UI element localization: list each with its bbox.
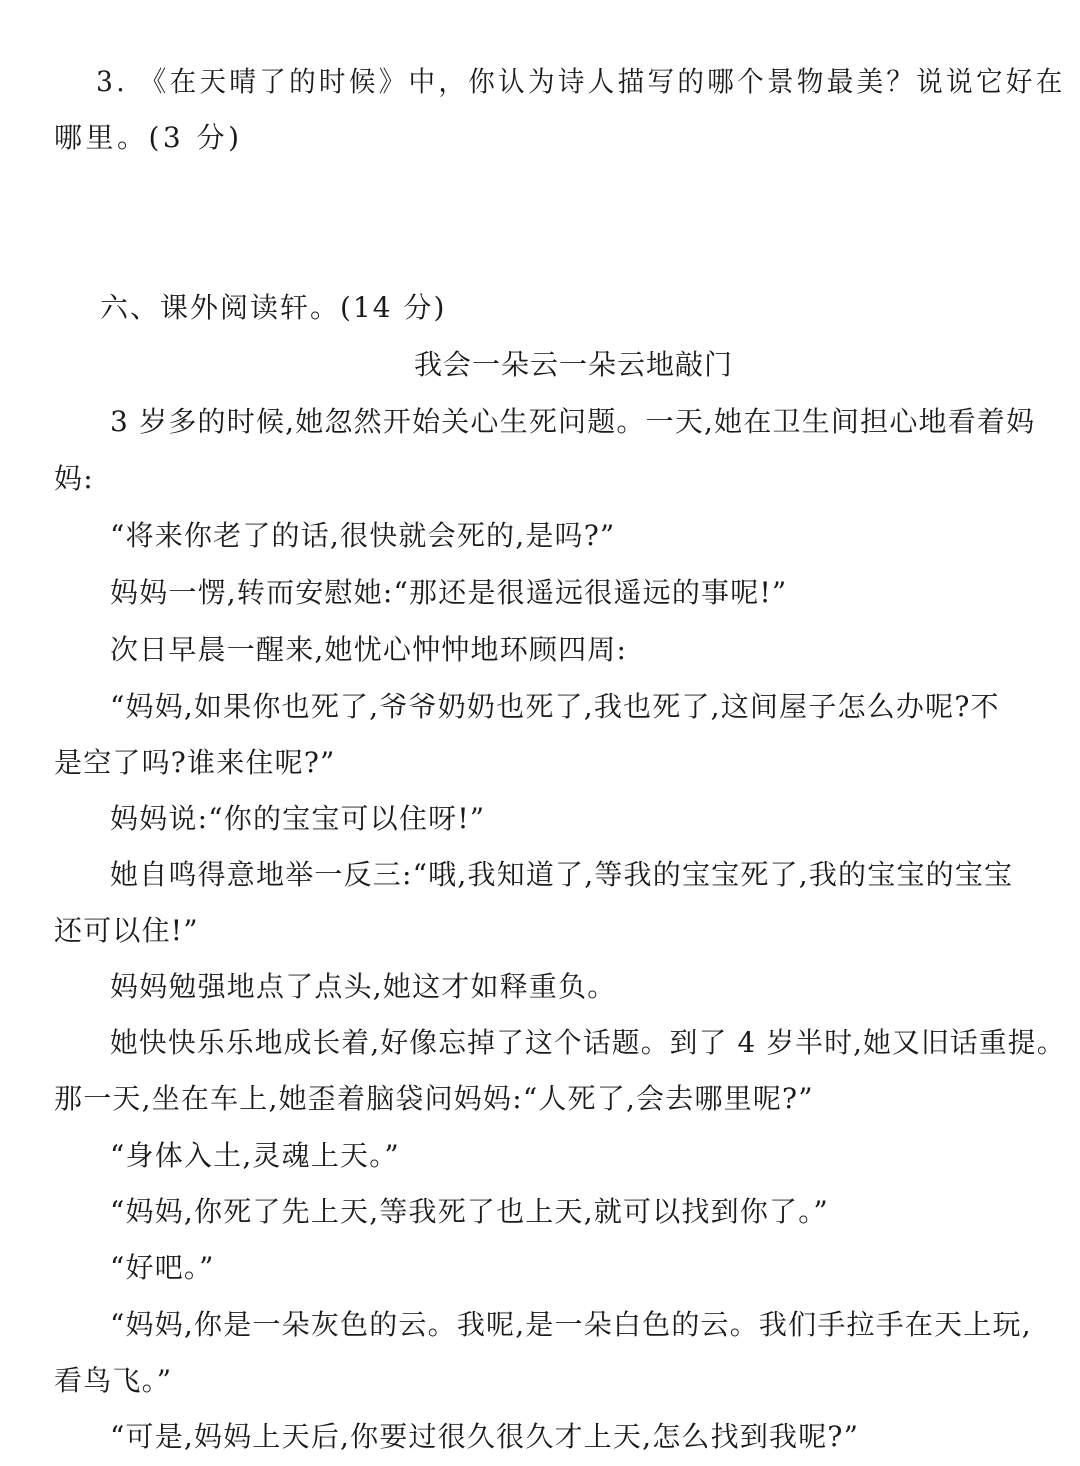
- paragraph-line: 次日早晨一醒来,她忧心忡忡地环顾四周:: [110, 633, 628, 666]
- paragraph-line: “好吧。”: [110, 1251, 215, 1284]
- section-6-heading: 六、课外阅读轩。(14 分): [100, 291, 447, 324]
- paragraph-line: 妈妈勉强地点了点头,她这才如释重负。: [110, 970, 617, 1003]
- paragraph-line: “妈妈,如果你也死了,爷爷奶奶也死了,我也死了,这间屋子怎么办呢?不: [110, 690, 1000, 723]
- paragraph-line: “身体入土,灵魂上天。”: [110, 1139, 400, 1172]
- paragraph-line: 看鸟飞。”: [54, 1364, 173, 1397]
- paragraph-line: 是空了吗?谁来住呢?”: [54, 746, 336, 779]
- question-3-line-2: 哪里。(3 分): [54, 121, 243, 154]
- paragraph-line: 妈妈一愣,转而安慰她:“那还是很遥远很遥远的事呢!”: [110, 576, 788, 609]
- paragraph-line: 还可以住!”: [54, 914, 199, 947]
- paragraph-line: 那一天,坐在车上,她歪着脑袋问妈妈:“人死了,会去哪里呢?”: [54, 1082, 814, 1115]
- paragraph-line: 她快快乐乐地成长着,好像忘掉了这个话题。到了 4 岁半时,她又旧话重提。: [110, 1026, 1066, 1059]
- question-3-line-1: 3. 《在天晴了的时候》中，你认为诗人描写的哪个景物最美？说说它好在: [96, 65, 1066, 98]
- article-title: 我会一朵云一朵云地敲门: [414, 348, 734, 381]
- paragraph-line: “妈妈,你死了先上天,等我死了也上天,就可以找到你了。”: [110, 1195, 829, 1228]
- paragraph-line: “可是,妈妈上天后,你要过很久很久才上天,怎么找到我呢?”: [110, 1420, 860, 1453]
- paragraph-line: 她自鸣得意地举一反三:“哦,我知道了,等我的宝宝死了,我的宝宝的宝宝: [110, 858, 1014, 891]
- paragraph-line: “将来你老了的话,很快就会死的,是吗?”: [110, 519, 616, 552]
- paragraph-line: 3 岁多的时候,她忽然开始关心生死问题。一天,她在卫生间担心地看着妈: [110, 405, 1036, 438]
- paragraph-line: 妈:: [54, 462, 94, 495]
- paragraph-line: 妈妈说:“你的宝宝可以住呀!”: [110, 802, 486, 835]
- paragraph-line: “妈妈,你是一朵灰色的云。我呢,是一朵白色的云。我们手拉手在天上玩,: [110, 1308, 1032, 1341]
